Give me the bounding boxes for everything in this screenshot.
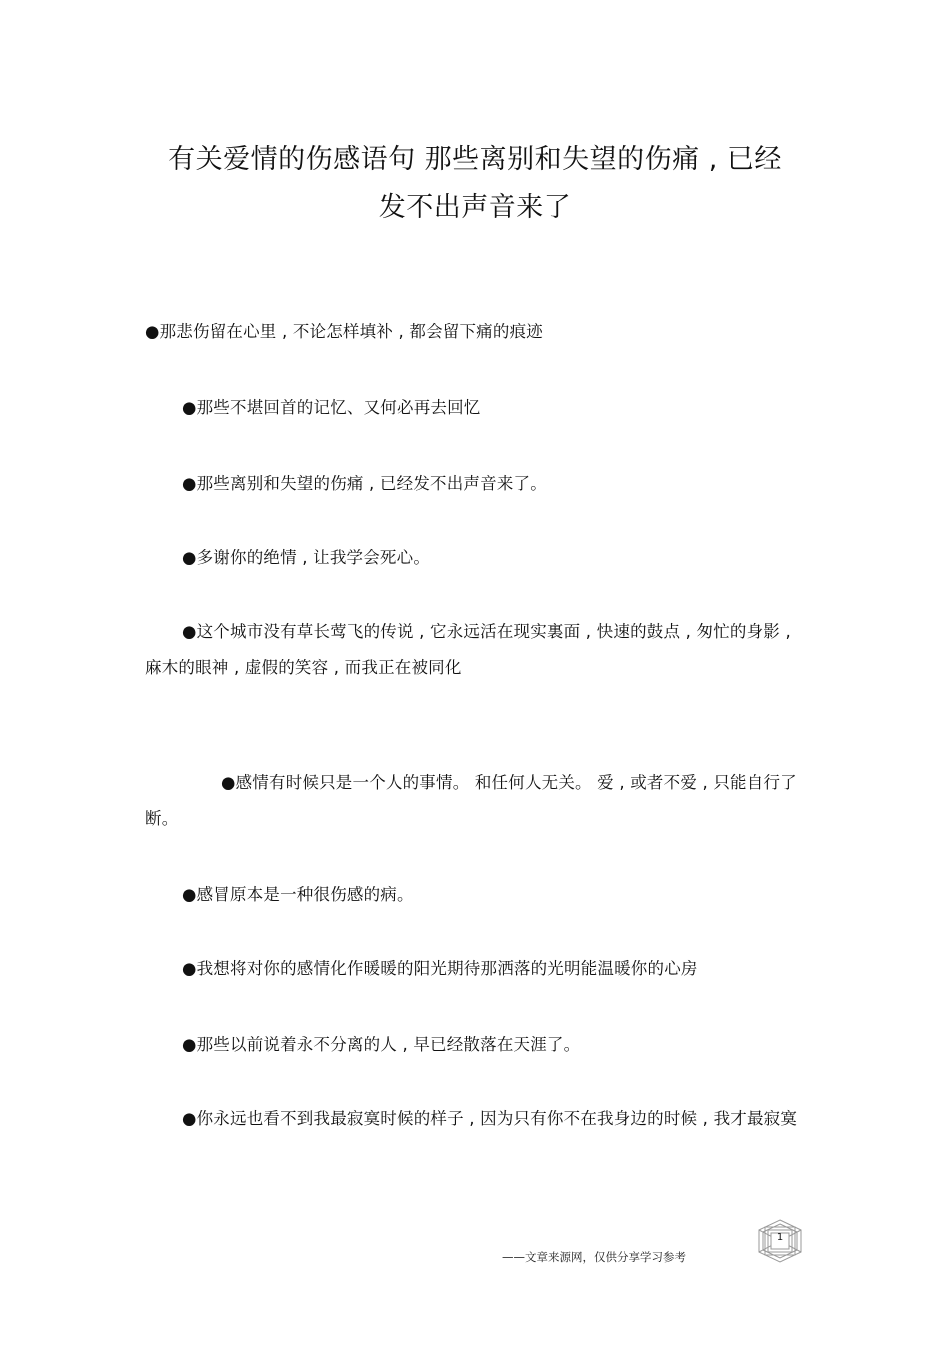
page-number: 1 bbox=[776, 1232, 784, 1243]
paragraph-1: ●那悲伤留在心里 , 不论怎样填补 , 都会留下痛的痕迹 bbox=[145, 322, 543, 341]
paragraph-5: ●这个城市没有草长莺飞的传说 , 它永远活在现实裏面 , 快速的鼓点 , 匆忙的身影 , 麻木的眼神 , 虚假的笑容 , 而我正在被同化 bbox=[145, 622, 791, 677]
title-line-1: 有关爱情的伤感语句 那些离别和失望的伤痛 , 已经 bbox=[168, 144, 782, 175]
paragraph-4: ●多谢你的绝情 , 让我学会死心。 bbox=[182, 548, 431, 567]
paragraph-8: ●我想将对你的感情化作暖暖的阳光期待那洒落的光明能温暖你的心房 bbox=[182, 959, 698, 978]
paragraph-6: ●感情有时候只是一个人的事情。 和任何人无关。 爱 , 或者不爱 , 只能自行了断。 bbox=[145, 773, 797, 828]
paragraph-10: ●你永远也看不到我最寂寞时候的样子 , 因为只有你不在我身边的时候 , 我才最寂寞 bbox=[182, 1109, 798, 1128]
title-line-2: 发不出声音来了 bbox=[378, 192, 572, 223]
document-title bbox=[130, 136, 820, 232]
paragraph-9: ●那些以前说着永不分离的人 , 早已经散落在天涯了。 bbox=[182, 1035, 581, 1054]
paragraph-2: ●那些不堪回首的记忆、又何必再去回忆 bbox=[182, 398, 481, 417]
footer-source-text: ——文章来源网，仅供分享学习参考 bbox=[502, 1250, 686, 1264]
page-number-badge bbox=[756, 1218, 804, 1264]
paragraph-3: ●那些离别和失望的伤痛 , 已经发不出声音来了。 bbox=[182, 474, 547, 493]
paragraph-7: ●感冒原本是一种很伤感的病。 bbox=[182, 885, 414, 904]
